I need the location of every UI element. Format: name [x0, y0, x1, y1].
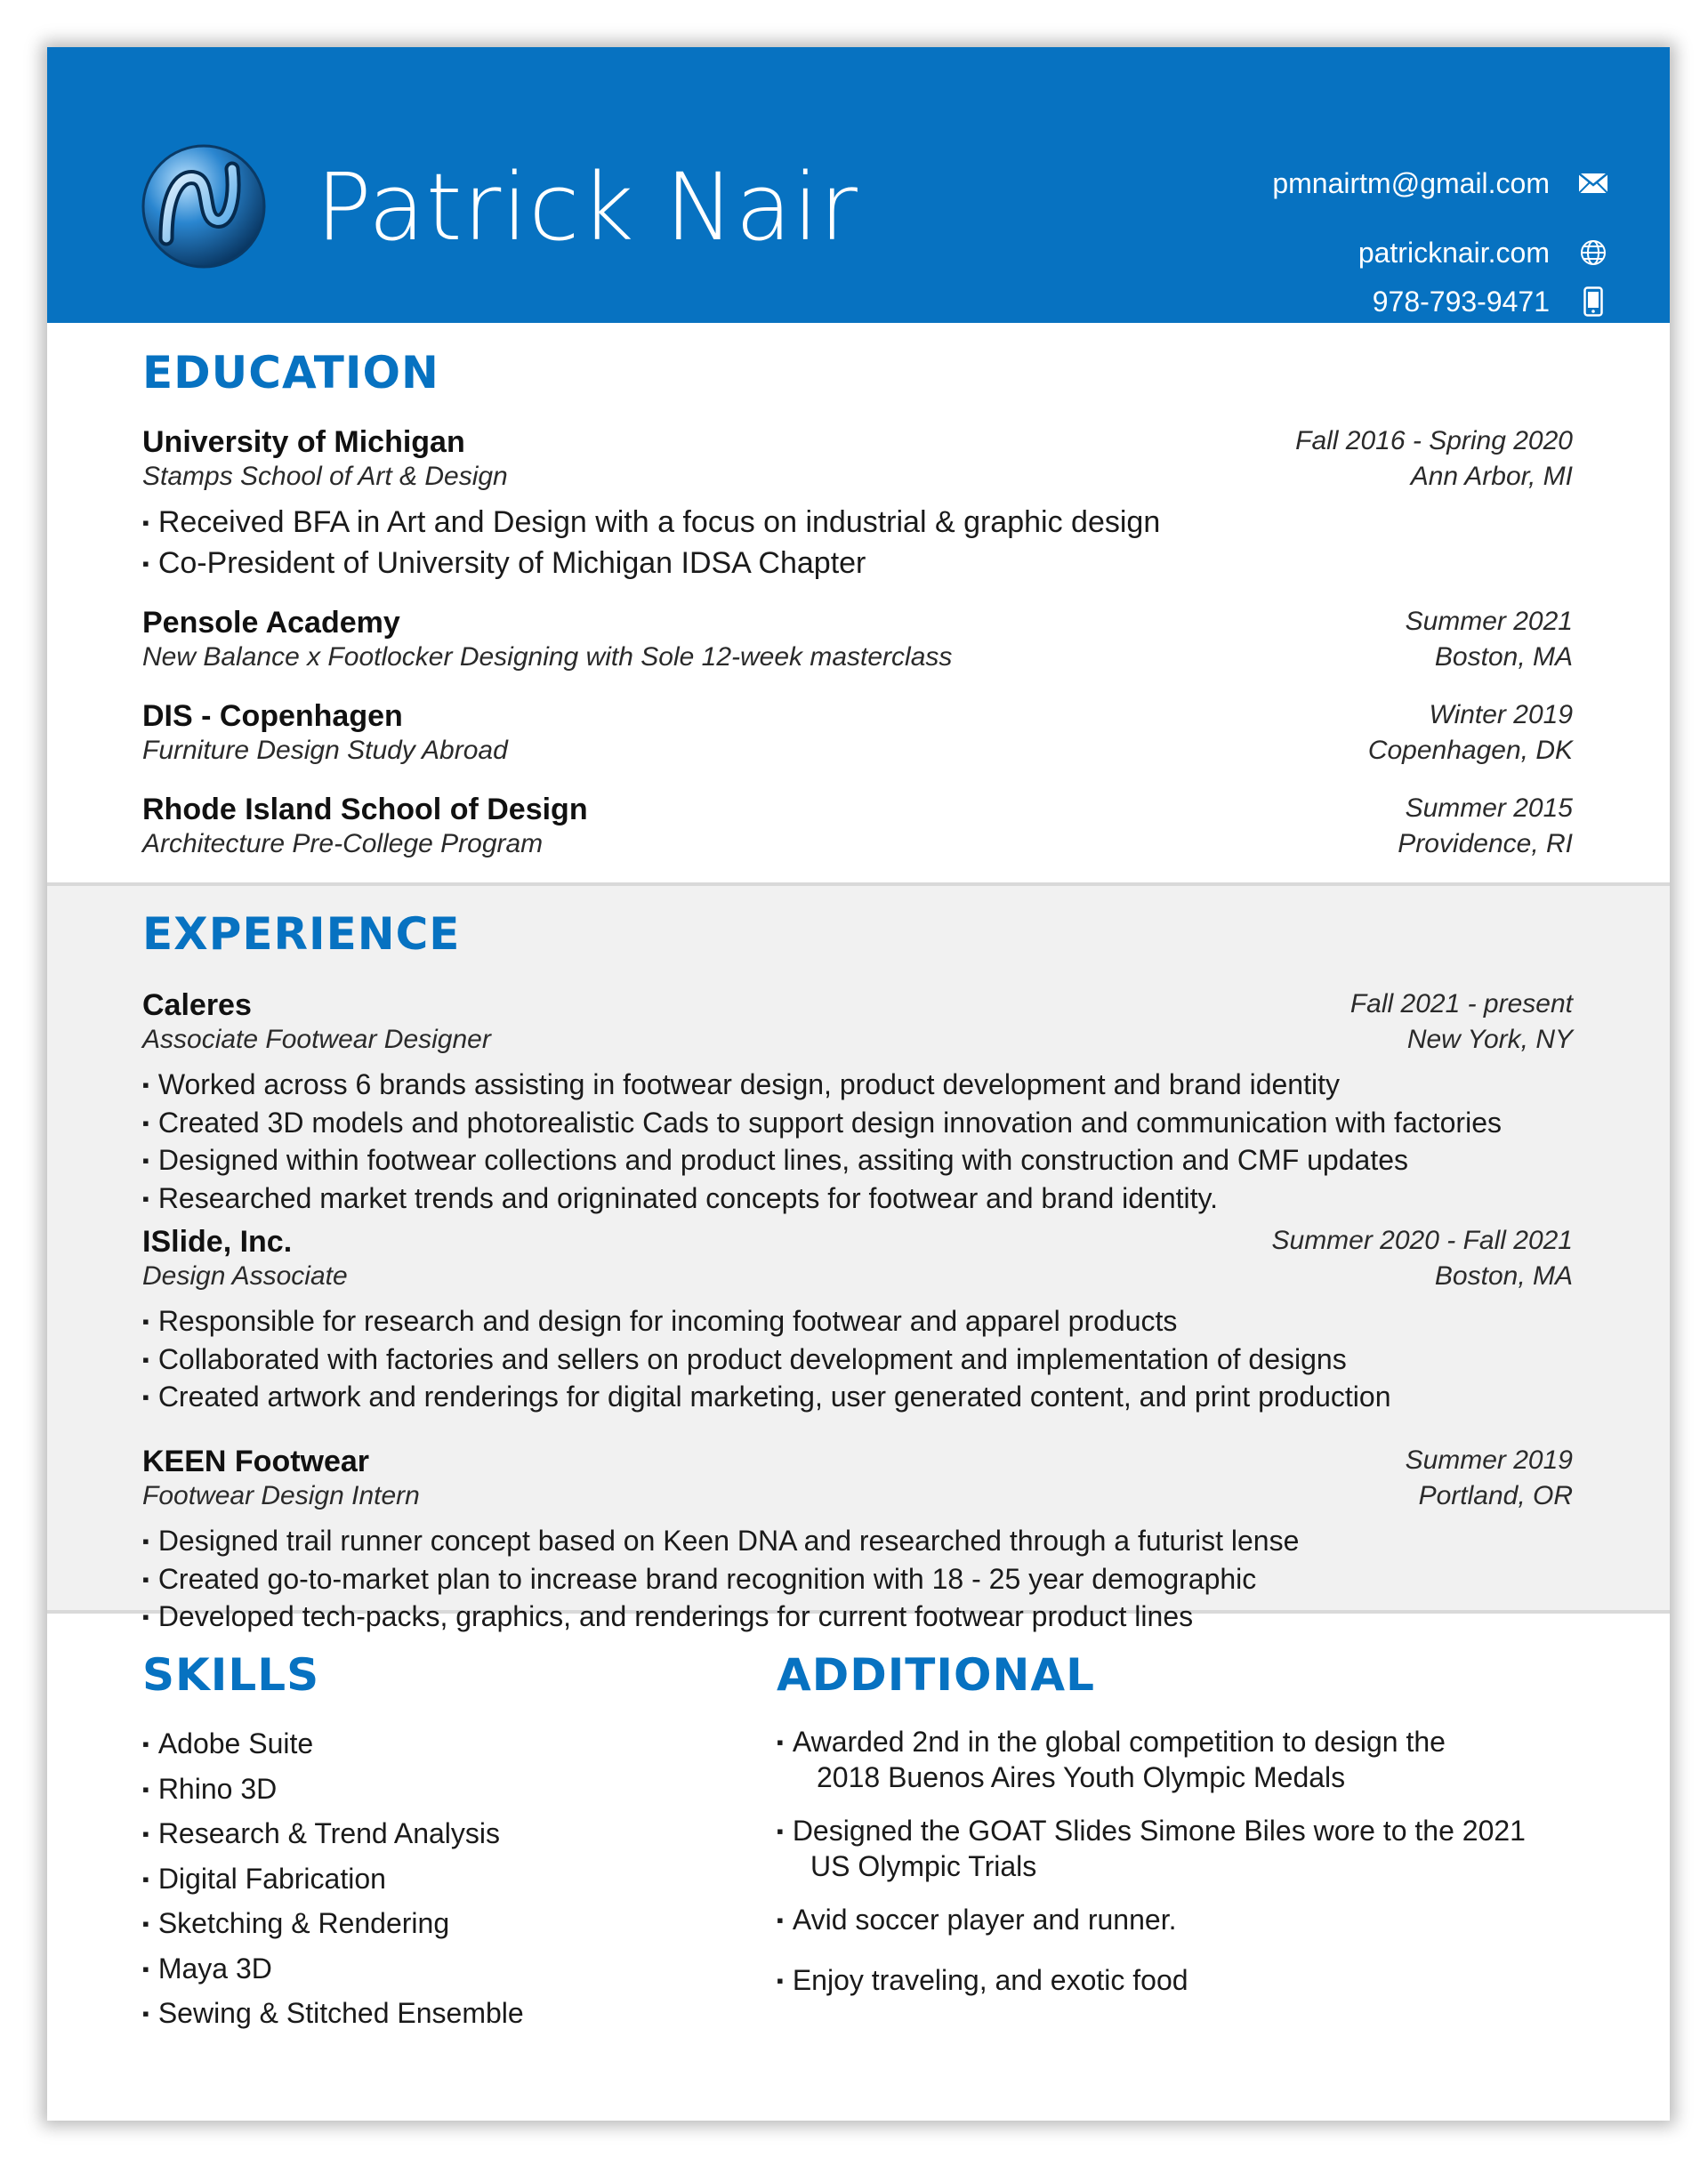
skill-item: ▪ Sewing & Stitched Ensemble — [142, 1993, 524, 2038]
program-name: New Balance x Footlocker Designing with Sole 12-week masterclass — [142, 642, 953, 672]
phone-contact-line[interactable] — [1373, 280, 1608, 323]
company-name: KEEN Footwear — [142, 1445, 370, 1478]
school-name: University of Michigan — [142, 425, 465, 459]
program-name: Architecture Pre-College Program — [142, 829, 544, 858]
bullet-list — [142, 1304, 1391, 1418]
additional-line: 2018 Buenos Aires Youth Olympic Medals — [817, 1761, 1346, 1793]
bullet-item: ▪ Developed tech-packs, graphics, and renderings for current footwear product lines — [142, 1599, 1299, 1638]
bullet-item: ▪ Designed within footwear collections and product lines, assiting with construction and CMF updates — [142, 1143, 1502, 1181]
additional-line: Avid soccer player and runner. — [792, 1904, 1177, 1936]
additional-item: ▪ Enjoy traveling, and exotic food — [777, 1964, 1188, 1996]
program-name: Furniture Design Study Abroad — [142, 736, 508, 765]
skills-heading: SKILLS — [142, 1649, 320, 1701]
bullet-item: ▪ Created 3D models and photorealistic Cads to support design innovation and communication with factories — [142, 1106, 1502, 1144]
job-role: Footwear Design Intern — [142, 1481, 420, 1510]
additional-item: ▪ Designed the GOAT Slides Simone Biles wore to the 2021 US Olympic Trials — [777, 1815, 1526, 1882]
additional-line: Designed the GOAT Slides Simone Biles wore to the 2021 — [792, 1815, 1526, 1847]
location: New York, NY — [1406, 1025, 1573, 1054]
company-name: ISlide, Inc. — [142, 1225, 293, 1259]
bullet-list — [142, 1524, 1299, 1638]
bullet-list — [142, 1067, 1502, 1219]
school-name: Rhode Island School of Design — [142, 793, 588, 826]
additional-line: US Olympic Trials — [810, 1850, 1037, 1882]
envelope-icon — [1578, 168, 1608, 198]
additional-line: Awarded 2nd in the global competition to design the — [792, 1726, 1446, 1758]
additional-item: ▪ Avid soccer player and runner. — [777, 1904, 1177, 1936]
job-role: Design Associate — [142, 1261, 348, 1291]
location: Portland, OR — [1418, 1481, 1573, 1510]
globe-icon — [1578, 238, 1608, 268]
additional-line: Enjoy traveling, and exotic food — [792, 1964, 1188, 1996]
skill-item: ▪ Sketching & Rendering — [142, 1903, 524, 1948]
date-range: Winter 2019 — [1429, 700, 1573, 729]
skill-item: ▪ Adobe Suite — [142, 1723, 524, 1768]
website-text[interactable]: patricknair.com — [1358, 236, 1550, 269]
bullet-item: ▪ Responsible for research and design for incoming footwear and apparel products — [142, 1304, 1391, 1342]
email-contact[interactable] — [1272, 162, 1608, 205]
bullet-item: ▪ Co-President of University of Michigan IDSA Chapter — [142, 544, 1160, 585]
bullet-item: ▪ Collaborated with factories and sellers on product development and implementation of designs — [142, 1342, 1391, 1381]
bullet-item: ▪ Created go-to-market plan to increase brand recognition with 18 - 25 year demographic — [142, 1562, 1299, 1600]
date-range: Summer 2019 — [1405, 1445, 1573, 1475]
skill-item: ▪ Rhino 3D — [142, 1768, 524, 1814]
location: Boston, MA — [1434, 1261, 1573, 1291]
phone-text[interactable]: 978-793-9471 — [1372, 285, 1550, 318]
skill-item: ▪ Research & Trend Analysis — [142, 1813, 524, 1858]
date-range: Summer 2020 - Fall 2021 — [1271, 1226, 1573, 1255]
bullet-item: ▪ Researched market trends and origninated concepts for footwear and brand identity. — [142, 1181, 1502, 1220]
location: Ann Arbor, MI — [1410, 462, 1573, 491]
location: Providence, RI — [1398, 829, 1573, 858]
school-name: Pensole Academy — [142, 606, 400, 640]
additional-item: ▪ Awarded 2nd in the global competition to design the 2018 Buenos Aires Youth Olympic Medals — [777, 1726, 1446, 1793]
bullet-item: ▪ Received BFA in Art and Design with a focus on industrial & graphic design — [142, 503, 1160, 544]
bullet-item: ▪ Worked across 6 brands assisting in footwear design, product development and brand identity — [142, 1067, 1502, 1106]
location: Boston, MA — [1434, 642, 1573, 672]
experience-heading: EXPERIENCE — [142, 908, 461, 960]
location: Copenhagen, DK — [1367, 736, 1573, 765]
company-name: Caleres — [142, 988, 252, 1022]
candidate-name: Patrick Nair — [316, 153, 858, 262]
education-heading: EDUCATION — [142, 347, 439, 399]
skill-item: ▪ Digital Fabrication — [142, 1858, 524, 1904]
additional-heading: ADDITIONAL — [777, 1649, 1095, 1701]
section-divider — [47, 882, 1670, 886]
resume-page — [47, 47, 1670, 2121]
date-range: Fall 2021 - present — [1349, 989, 1573, 1019]
bullet-item: ▪ Created artwork and renderings for digital marketing, user generated content, and print production — [142, 1380, 1391, 1418]
bullet-list — [142, 503, 1160, 585]
date-range: Summer 2015 — [1405, 793, 1573, 823]
school-name: DIS - Copenhagen — [142, 699, 403, 733]
job-role: Associate Footwear Designer — [142, 1025, 491, 1054]
bullet-item: ▪ Designed trail runner concept based on Keen DNA and researched through a futurist lense — [142, 1524, 1299, 1562]
program-name: Stamps School of Art & Design — [142, 462, 508, 491]
website-contact[interactable] — [1358, 231, 1608, 274]
stylized-n-logo-icon — [140, 142, 268, 270]
email-text[interactable]: pmnairtm@gmail.com — [1272, 166, 1550, 199]
skill-item: ▪ Maya 3D — [142, 1948, 524, 1993]
date-range: Fall 2016 - Spring 2020 — [1295, 426, 1573, 455]
date-range: Summer 2021 — [1405, 607, 1573, 636]
mobile-phone-icon — [1578, 286, 1608, 317]
skills-list — [142, 1723, 524, 2038]
